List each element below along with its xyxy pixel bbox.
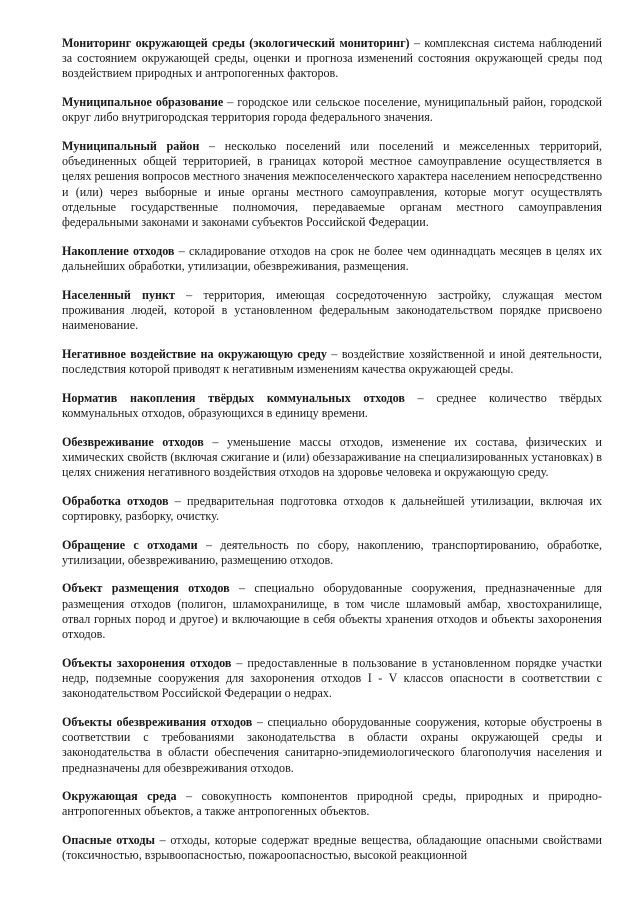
glossary-entry-municipal-formation (62, 95, 602, 125)
glossary-entry-waste-management (62, 538, 602, 568)
glossary-entry-environment (62, 789, 602, 819)
glossary-entry-hazardous-waste (62, 833, 602, 863)
glossary-entry-waste-accumulation (62, 244, 602, 274)
glossary-definition: – предоставленные в пользование в установленном порядке участки недр, подземные сооружения для захоронения отходов I - V классов опасности в соответствии с законодательством Российской Федерации о недрах. (62, 655, 602, 701)
document-page (62, 36, 602, 877)
glossary-entry-waste-neutralization (62, 435, 602, 481)
glossary-term: Мониторинг окружающей среды (экологический мониторинг) (62, 36, 410, 50)
glossary-definition: – несколько поселений или поселений и межселенных территорий, объединенных общей территорией, в границах которой местное самоуправление осуществляется в целях решения вопросов местного значения межпоселенческого характера населением непосредственно и (или) через выборные и иные органы местного самоуправления, которые могут осуществлять отдельные государственные полномочия, передаваемые органам местного самоуправления федеральными законами и законами субъектов Российской Федерации. (62, 139, 602, 230)
glossary-term: Объекты захоронения отходов (62, 655, 232, 670)
glossary-definition: – городское или сельское поселение, муниципальный район, городской округ либо внутригородская территория города федерального значения. (62, 95, 602, 125)
glossary-definition: – складирование отходов на срок не более чем одиннадцать месяцев в целях их дальнейших обработки, утилизации, обезвреживания, размещения. (62, 243, 602, 273)
glossary-term: Обработка отходов (62, 493, 169, 508)
glossary-definition: – среднее количество твёрдых коммунальных отходов, образующихся в единицу времени. (62, 390, 602, 420)
glossary-definition: – комплексная система наблюдений за состоянием окружающей среды, оценки и прогноза изменений состояния окружающей среды под воздействием природных и антропогенных факторов. (62, 36, 602, 81)
glossary-entry-waste-disposal-facility (62, 581, 602, 642)
glossary-term: Объект размещения отходов (62, 581, 230, 596)
glossary-definition: – отходы, которые содержат вредные вещества, обладающие опасными свойствами (токсичностью, взрывоопасностью, пожароопасностью, высокой реакционной (62, 833, 603, 863)
glossary-entry-waste-processing (62, 494, 602, 524)
glossary-definition: – совокупность компонентов природной среды, природных и природно-антропогенных объектов, а также антропогенных объектов. (62, 789, 602, 819)
glossary-definition: – специально оборудованные сооружения, которые обустроены в соответствии с требованиями законодательства в области охраны окружающей среды и законодательства в области обеспечения санитарно-эпидемиологического благополучия населения и предназначены для обезвреживания отходов. (62, 714, 602, 775)
glossary-definition: – территория, имеющая сосредоточенную застройку, служащая местом проживания людей, которой в установленном федеральным законодательством порядке присвоено наименование. (62, 287, 602, 333)
glossary-term: Окружающая среда (62, 789, 177, 804)
glossary-term: Норматив накопления твёрдых коммунальных отходов (62, 390, 405, 405)
glossary-definition: – предварительная подготовка отходов к дальнейшей утилизации, включая их сортировку, разборку, очистку. (62, 493, 602, 523)
glossary-term: Муниципальное образование (62, 95, 224, 110)
glossary-definition: – уменьшение массы отходов, изменение их состава, физических и химических свойств (включая сжигание и (или) обеззараживание на специализированных установках) в целях снижения негативного воздействия отходов на здоровье человека и окружающую среду. (62, 434, 602, 479)
glossary-term: Объекты обезвреживания отходов (62, 714, 253, 729)
glossary-entry-municipal-district (62, 139, 602, 230)
glossary-term: Накопление отходов (62, 243, 175, 258)
glossary-definition: – воздействие хозяйственной и иной деятельности, последствия которой приводят к негативным изменениям качества окружающей среды. (62, 346, 602, 376)
glossary-entry-settlement (62, 288, 602, 334)
glossary-entry-waste-burial-objects (62, 656, 602, 702)
glossary-definition: – специально оборудованные сооружения, предназначенные для размещения отходов (полигон, шламохранилище, в том числе шламовый амбар, хвостохранилище, отвал горных пород и другое) и включающие в себя объекты хранения отходов и объекты захоронения отходов. (62, 581, 602, 642)
glossary-term: Муниципальный район (62, 139, 200, 154)
glossary-entry-accumulation-norm (62, 391, 602, 421)
glossary-entry-waste-neutralization-objects (62, 715, 602, 776)
glossary-term: Обращение с отходами (62, 537, 198, 552)
glossary-entry-negative-impact (62, 347, 602, 377)
glossary-term: Обезвреживание отходов (62, 434, 204, 449)
glossary-term: Негативное воздействие на окружающую среду (62, 346, 327, 361)
glossary-term: Опасные отходы (62, 833, 155, 848)
glossary-definition: – деятельность по сбору, накоплению, транспортированию, обработке, утилизации, обезвреживанию, размещению отходов. (62, 537, 603, 567)
glossary-term: Населенный пункт (62, 287, 175, 302)
glossary-entry-environmental-monitoring (62, 36, 602, 82)
